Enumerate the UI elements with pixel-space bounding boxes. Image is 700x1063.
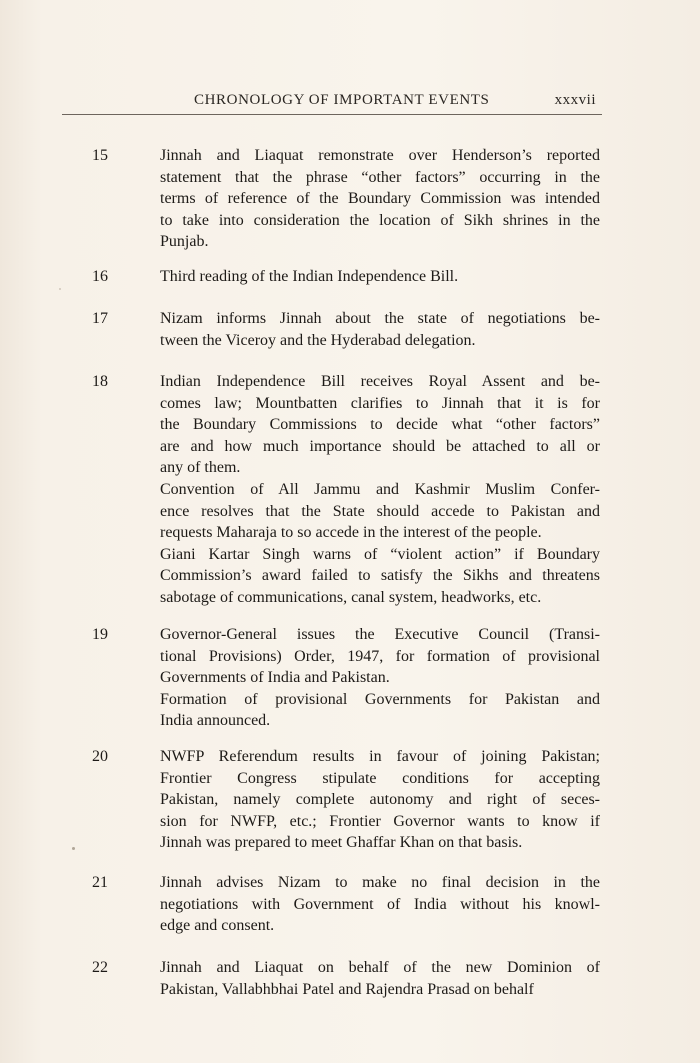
entry-text [160, 872, 600, 937]
header-title: CHRONOLOGY OF IMPORTANT EVENTS [194, 92, 490, 108]
entry-paragraph [160, 746, 600, 854]
entry-text [160, 371, 600, 609]
text-line: Indian Independence Bill receives Royal Assent and be- [160, 373, 600, 390]
text-line: negotiations with Government of India without his knowl- [160, 895, 600, 913]
entry-paragraph [160, 689, 600, 732]
text-line: Jinnah and Liaquat remonstrate over Henderson’s reported [160, 147, 600, 164]
text-line: Convention of All Jammu and Kashmir Muslim Confer- [160, 480, 600, 498]
text-line: to take into consideration the location of Sikh shrines in the [160, 211, 600, 229]
entry-paragraph [160, 624, 600, 689]
text-line: NWFP Referendum results in favour of joining Pakistan; [160, 748, 600, 765]
entry-text [160, 957, 600, 1000]
paper-speck [72, 847, 75, 850]
entry-day: 21 [92, 874, 108, 891]
text-line: Third reading of the Indian Independence Bill. [160, 268, 459, 285]
text-line: tween the Viceroy and the Hyderabad delegation. [160, 331, 476, 349]
paper-speck [59, 288, 61, 290]
text-line: Governments of India and Pakistan. [160, 669, 390, 687]
page-number: xxxvii [554, 92, 596, 108]
text-line: Giani Kartar Singh warns of “violent action” if Boundary [160, 545, 600, 563]
text-line: Governor-General issues the Executive Council (Transi- [160, 626, 600, 643]
entry-day: 17 [92, 310, 108, 327]
entry-paragraph [160, 145, 600, 253]
text-line: Jinnah was prepared to meet Ghaffar Khan on that basis. [160, 834, 523, 852]
entry-text [160, 266, 600, 288]
entry-text [160, 145, 600, 253]
entry-day: 18 [92, 373, 108, 390]
text-line: Formation of provisional Governments for Pakistan and [160, 690, 600, 708]
text-line: India announced. [160, 712, 271, 730]
text-line: the Boundary Commissions to decide what “other factors” [160, 416, 600, 434]
text-line: Frontier Congress stipulate conditions for accepting [160, 769, 600, 787]
entry-paragraph [160, 957, 600, 1000]
text-line: Pakistan, Vallabhbhai Patel and Rajendra Prasad on behalf [160, 980, 534, 998]
entry-paragraph [160, 872, 600, 937]
entry-day: 16 [92, 268, 108, 285]
text-line: ence resolves that the State should accede to Pakistan and [160, 502, 600, 520]
text-line: comes law; Mountbatten clarifies to Jinnah that it is for [160, 394, 600, 412]
text-line: Jinnah advises Nizam to make no final decision in the [160, 874, 600, 891]
text-line: edge and consent. [160, 917, 275, 935]
text-line: Punjab. [160, 233, 209, 251]
entry-paragraph [160, 266, 600, 288]
running-header [62, 88, 602, 115]
entry-text [160, 746, 600, 854]
text-line: Pakistan, namely complete autonomy and right of seces- [160, 791, 600, 809]
text-line: Commission’s award failed to satisfy the Sikhs and threatens [160, 567, 600, 585]
entry-paragraph [160, 308, 600, 351]
entry-paragraph [160, 544, 600, 609]
entry-day: 20 [92, 748, 108, 765]
text-line: statement that the phrase “other factors” occurring in the [160, 168, 600, 186]
entry-text [160, 308, 600, 351]
text-line: sabotage of communications, canal system, headworks, etc. [160, 588, 542, 606]
text-line: are and how much importance should be attached to all or [160, 437, 600, 455]
text-line: Jinnah and Liaquat on behalf of the new Dominion of [160, 959, 600, 976]
entry-day: 15 [92, 147, 108, 164]
text-line: any of them. [160, 459, 241, 477]
entry-paragraph [160, 371, 600, 479]
entry-day: 22 [92, 959, 108, 976]
text-line: sion for NWFP, etc.; Frontier Governor wants to know if [160, 812, 600, 830]
text-line: tional Provisions) Order, 1947, for formation of provisional [160, 647, 600, 665]
entry-day: 19 [92, 626, 108, 643]
text-line: Nizam informs Jinnah about the state of negotiations be- [160, 310, 600, 327]
text-line: terms of reference of the Boundary Commission was intended [160, 190, 600, 208]
entry-paragraph [160, 479, 600, 544]
entry-text [160, 624, 600, 732]
text-line: requests Maharaja to so accede in the interest of the people. [160, 524, 542, 542]
